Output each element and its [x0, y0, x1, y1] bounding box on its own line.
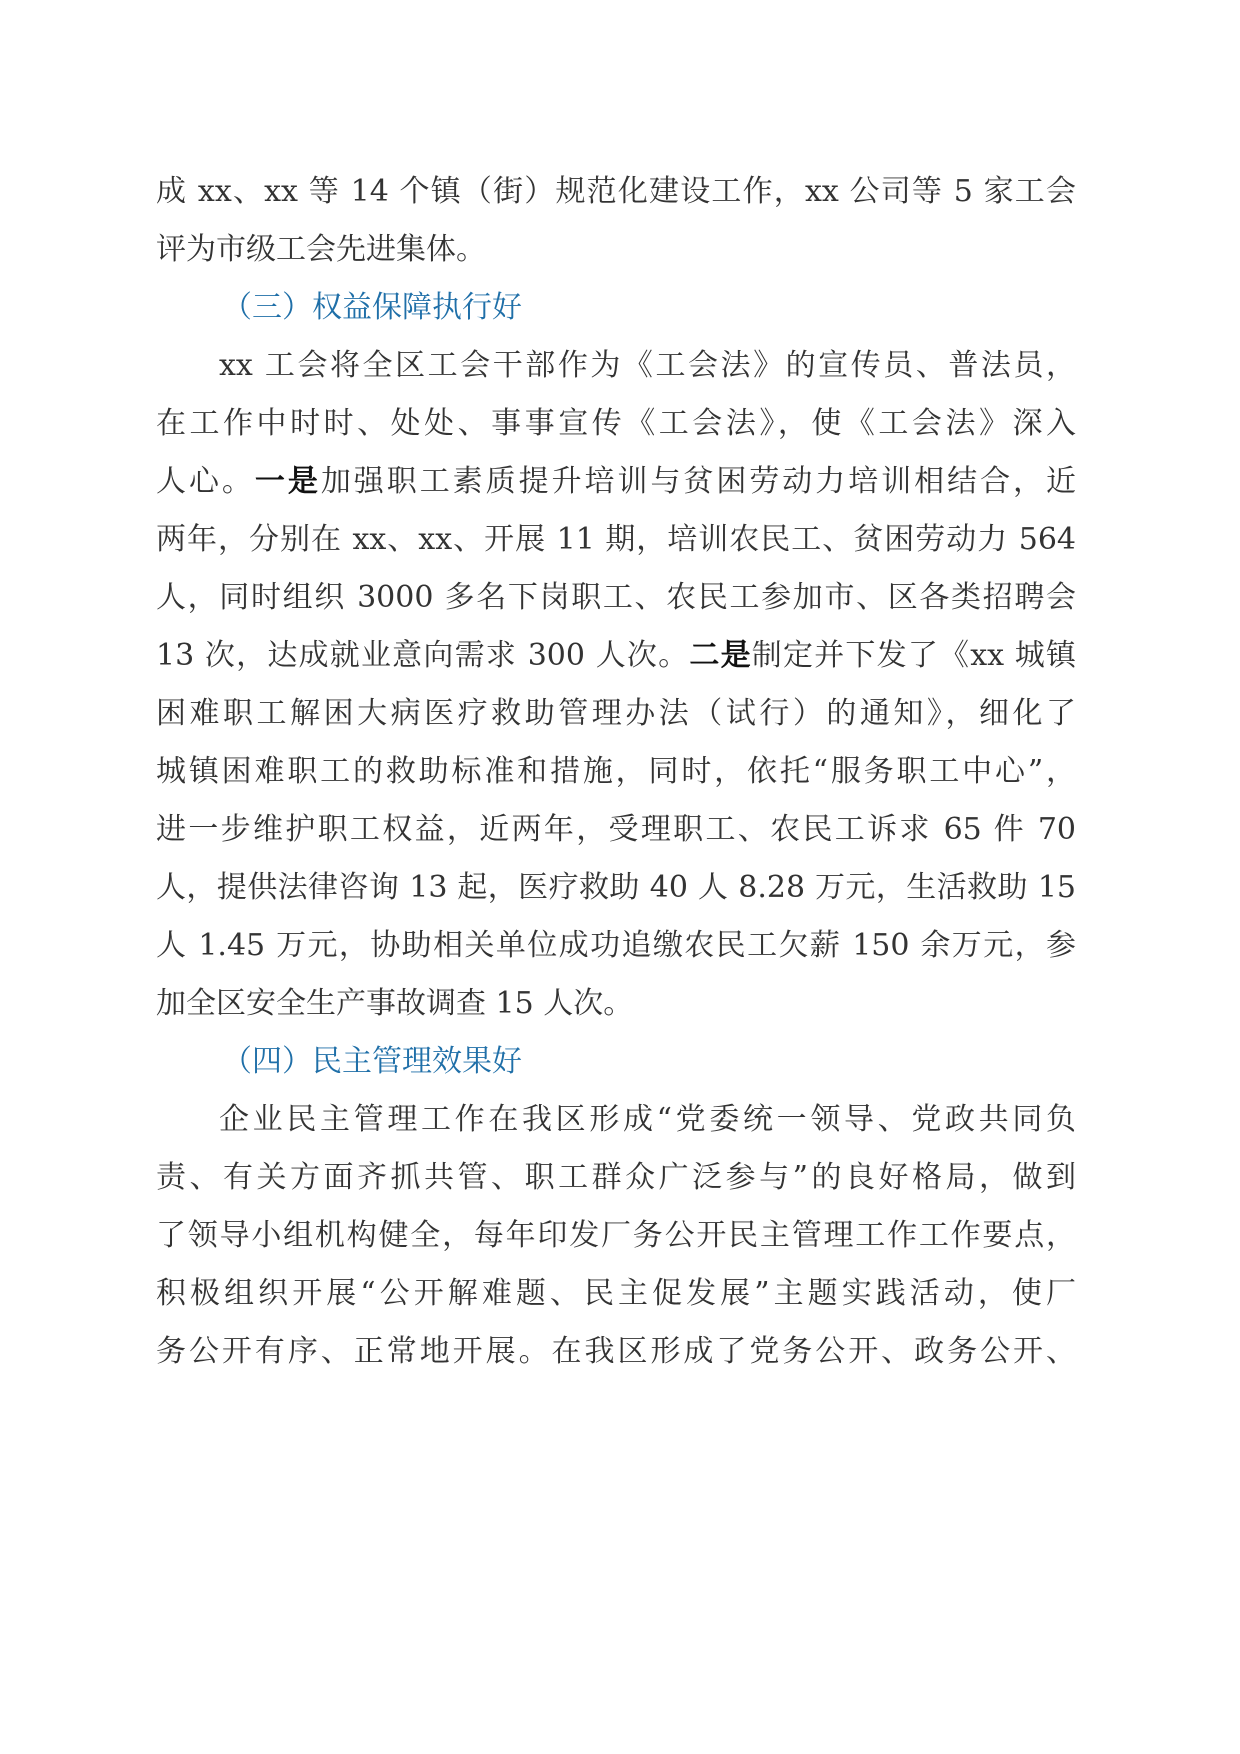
- bold-marker-second: 二是: [689, 638, 752, 673]
- paragraph-line: 人 1.45 万元，协助相关单位成功追缴农民工欠薪 150 余万元，参: [156, 928, 1076, 963]
- bold-marker-first: 一是: [254, 464, 321, 499]
- paragraph-line: 人，同时组织 3000 多名下岗职工、农民工参加市、区各类招聘会: [156, 580, 1076, 615]
- paragraph-line: 在工作中时时、处处、事事宣传《工会法》，使《工会法》深入: [156, 406, 1076, 441]
- paragraph-line: 城镇困难职工的救助标准和措施，同时，依托“服务职工中心”，: [156, 754, 1076, 789]
- paragraph-line: 进一步维护职工权益，近两年，受理职工、农民工诉求 65 件 70: [156, 812, 1076, 847]
- paragraph-line: [156, 636, 1076, 676]
- line-segment: 加强职工素质提升培训与贫困劳动力培训相结合，近: [320, 464, 1076, 499]
- paragraph-line: 责、有关方面齐抓共管、职工群众广泛参与”的良好格局，做到: [156, 1160, 1076, 1195]
- line-segment: 13 次，达成就业意向需求 300 人次。: [156, 638, 690, 673]
- paragraph-line: 两年，分别在 xx、xx、开展 11 期，培训农民工、贫困劳动力 564: [156, 522, 1076, 557]
- section-heading-3: （三）权益保障执行好: [222, 290, 522, 325]
- paragraph-line: 加全区安全生产事故调查 15 人次。: [156, 986, 634, 1021]
- paragraph-line: 困难职工解困大病医疗救助管理办法（试行）的通知》，细化了: [156, 696, 1076, 731]
- paragraph-line: 务公开有序、正常地开展。在我区形成了党务公开、政务公开、: [156, 1334, 1076, 1369]
- section-heading-4: （四）民主管理效果好: [222, 1044, 522, 1079]
- paragraph-line: 评为市级工会先进集体。: [156, 232, 486, 267]
- line-segment: 制定并下发了《xx 城镇: [751, 638, 1076, 673]
- paragraph-line: 积极组织开展“公开解难题、民主促发展”主题实践活动，使厂: [156, 1276, 1076, 1311]
- paragraph-line: 成 xx、xx 等 14 个镇（街）规范化建设工作，xx 公司等 5 家工会: [156, 174, 1076, 209]
- paragraph-line: xx 工会将全区工会干部作为《工会法》的宣传员、普法员，: [219, 348, 1076, 383]
- paragraph-line: 企业民主管理工作在我区形成“党委统一领导、党政共同负: [219, 1102, 1076, 1137]
- paragraph-line: [156, 462, 1076, 502]
- line-segment: 人心。: [156, 464, 255, 499]
- paragraph-line: 了领导小组机构健全，每年印发厂务公开民主管理工作工作要点，: [156, 1218, 1076, 1253]
- paragraph-line: 人，提供法律咨询 13 起，医疗救助 40 人 8.28 万元，生活救助 15: [156, 870, 1076, 905]
